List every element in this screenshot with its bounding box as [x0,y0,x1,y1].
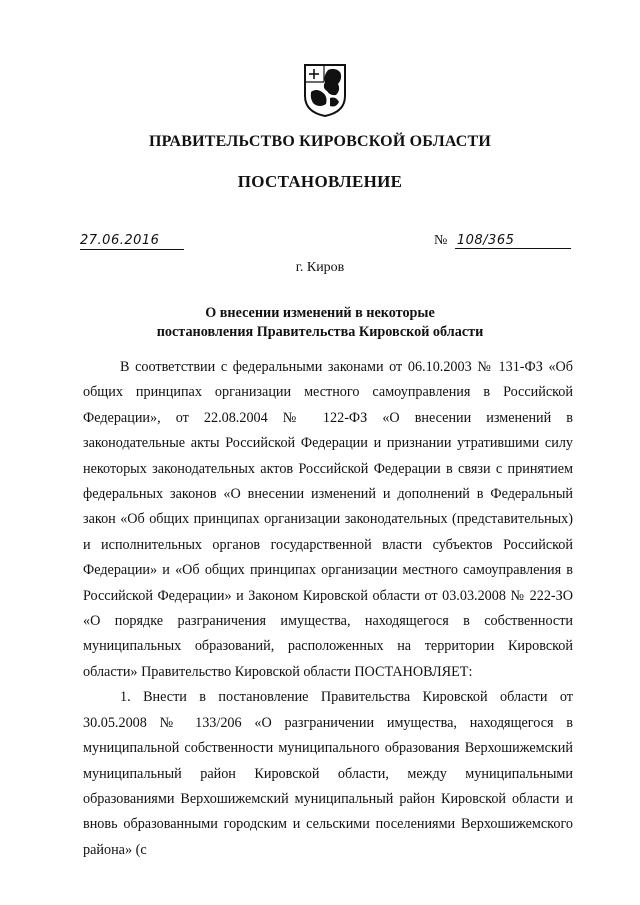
document-number: 108/365 [455,233,571,249]
document-type-heading: ПОСТАНОВЛЕНИЕ [237,172,403,191]
title-line-2: постановления Правительства Кировской области [156,324,484,340]
document-body [83,355,573,863]
document-number-block [434,233,571,249]
coat-of-arms-icon [302,62,348,118]
body-paragraph-1: В соответствии с федеральными законами от 06.10.2003 № 131-ФЗ «Об общих принципах организации местного самоуправления в Российской Федерации», от 22.08.2004 № 122-ФЗ «О внесении изменений в законодательные акты Российской Федерации и признании утратившими силу некоторых законодательных актов Российской Федерации в связи с принятием федеральных законов «О внесении изменений и дополнений в Федеральный закон «Об общих принципах организации законодательных (представительных) и исполнительных органов государственной власти субъектов Российской Федерации» и «Об общих принципах организации местного самоуправления в Российской Федерации» и Законом Кировской области от 03.03.2008 № 222-ЗО «О порядке разграничения имущества, находящегося в собственности муниципальных образований, расположенных на территории Кировской области» Правительство Кировской области ПОСТАНОВЛЯЕТ: [83,359,573,680]
title-line-1: О внесении изменений в некоторые [205,305,435,321]
body-paragraph-2: 1. Внести в постановление Правительства Кировской области от 30.05.2008 № 133/206 «О разграничении имущества, находящегося в муниципальной собственности муниципального образования Верхошижемский муниципальный район Кировской области, между муниципальными образованиями Верхошижемский муниципальный район Кировской области и вновь образованными городским и сельскими поселениями Верхошижемского района» (с [83,689,573,858]
city-line: г. Киров [295,260,345,275]
document-title [0,304,640,342]
organization-heading: ПРАВИТЕЛЬСТВО КИРОВСКОЙ ОБЛАСТИ [148,133,492,150]
number-sign: № [434,233,448,248]
document-date: 27.06.2016 [80,233,184,250]
